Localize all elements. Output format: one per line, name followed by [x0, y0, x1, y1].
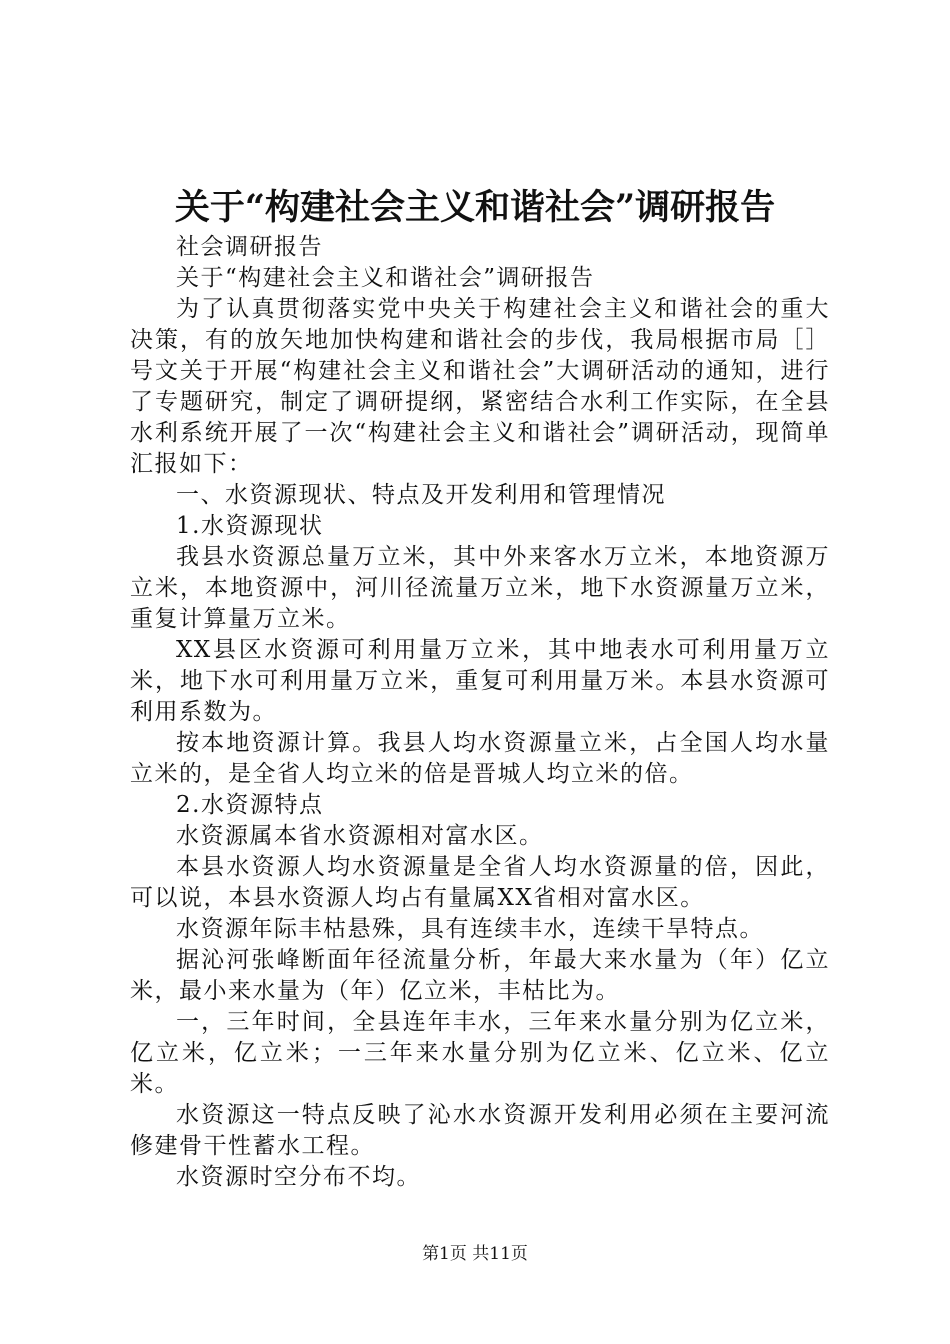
- paragraph-total-resources: 我县水资源总量万立米，其中外来客水万立米，本地资源万立米，本地资源中，河川径流量万立米，地下水资源量万立米，重复计算量万立米。: [130, 544, 830, 632]
- subsection-heading-1: 1.水资源现状: [176, 513, 324, 539]
- paragraph-intro: 为了认真贯彻落实党中央关于构建社会主义和谐社会的重大决策，有的放矢地加快构建和谐社会的步伐，我局根据市局［］号文关于开展“构建社会主义和谐社会”大调研活动的通知，进行了专题研究，制定了调研提纲，紧密结合水利工作实际，在全县水利系统开展了一次“构建社会主义和谐社会”调研活动，现简单汇报如下：: [130, 296, 830, 477]
- paragraph-three-years: 一，三年时间，全县连年丰水，三年来水量分别为亿立米，亿立米，亿立米；一三年来水量分别为亿立米、亿立米、亿立米。: [130, 1009, 830, 1097]
- paragraph-distribution: 水资源时空分布不均。: [176, 1164, 421, 1190]
- document-title: 关于“构建社会主义和谐社会”调研报告: [174, 187, 776, 228]
- section-heading-1: 一、水资源现状、特点及开发利用和管理情况: [176, 482, 666, 508]
- paragraph-reservoir: 水资源这一特点反映了沁水水资源开发利用必须在主要河流修建骨干性蓄水工程。: [130, 1102, 830, 1159]
- paragraph-rich-area: 水资源属本省水资源相对富水区。: [176, 823, 544, 849]
- paragraph-per-capita: 按本地资源计算。我县人均水资源量立米，占全国人均水量立米的，是全省人均立米的倍是晋城人均立米的倍。: [130, 730, 830, 787]
- document-body: [130, 232, 830, 1193]
- subsection-heading-2: 2.水资源特点: [176, 792, 324, 818]
- paragraph-category: 社会调研报告: [176, 234, 323, 260]
- paragraph-subtitle: 关于“构建社会主义和谐社会”调研报告: [176, 265, 595, 291]
- page-footer: 第1页 共11页: [422, 1244, 528, 1264]
- paragraph-usable-resources: XX县区水资源可利用量万立米，其中地表水可利用量万立米，地下水可利用量万立米，重复可利用量万米。本县水资源可利用系数为。: [130, 637, 830, 725]
- paragraph-runoff-analysis: 据沁河张峰断面年径流量分析，年最大来水量为（年）亿立米，最小来水量为（年）亿立米，丰枯比为。: [130, 947, 830, 1004]
- paragraph-rich-area-detail: 本县水资源人均水资源量是全省人均水资源量的倍，因此，可以说，本县水资源人均占有量属XX省相对富水区。: [130, 854, 830, 911]
- paragraph-annual-variation: 水资源年际丰枯悬殊，具有连续丰水，连续干旱特点。: [176, 916, 764, 942]
